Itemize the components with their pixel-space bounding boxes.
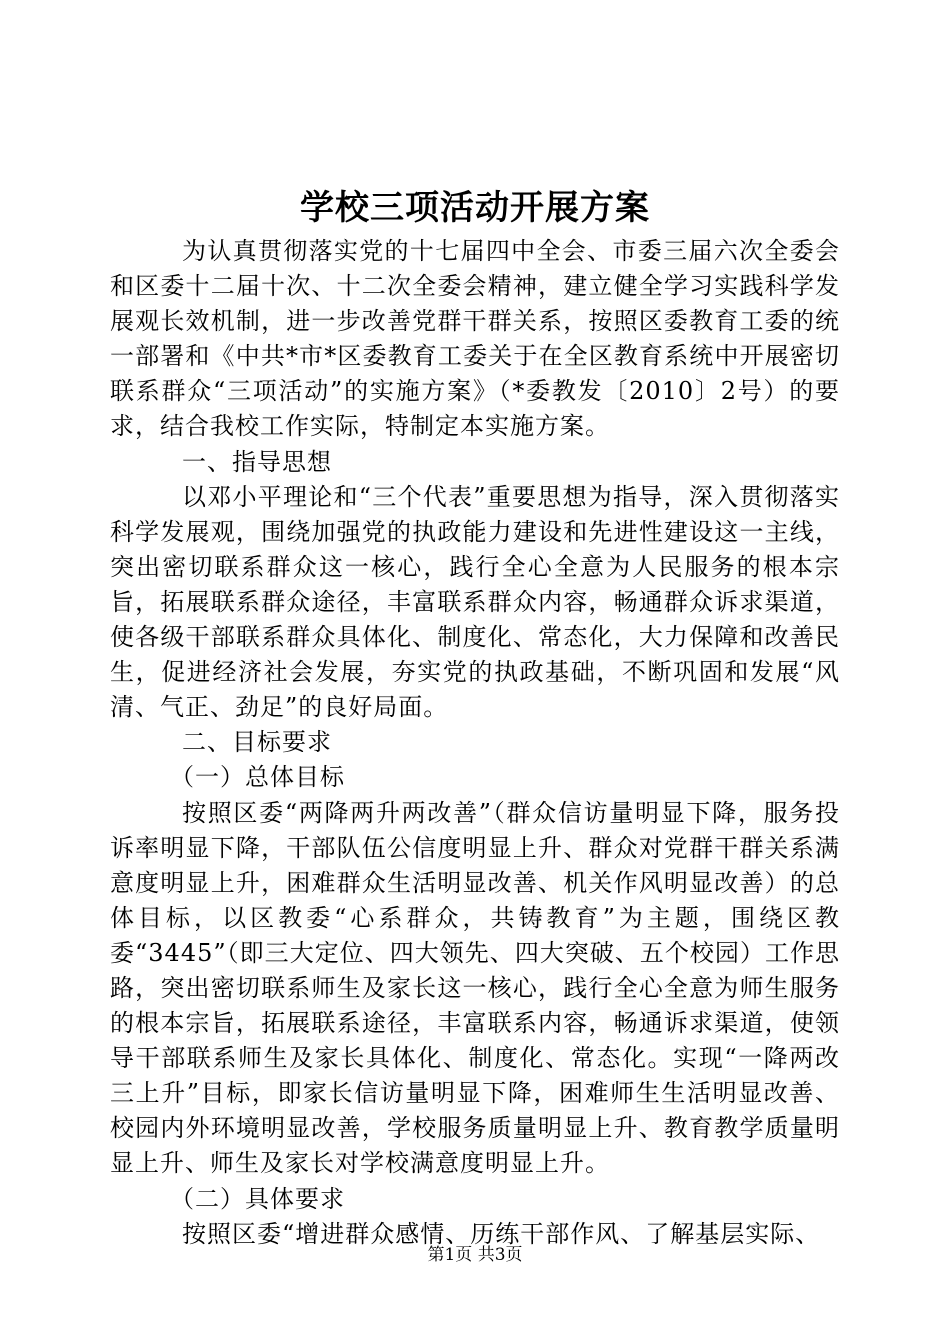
section-heading-goals: 二、目标要求	[182, 728, 332, 757]
subheading-overall-goal: （一）总体目标	[170, 763, 345, 792]
page-footer: 第1页 共3页	[427, 1245, 523, 1265]
overall-goal-paragraph: 按照区委“两降两升两改善”（群众信访量明显下降，服务投诉率明显下降，干部队伍公信度明显上升、群众对党群干群关系满意度明显上升，困难群众生活明显改善、机关作风明显改善）的总体目标，以区教委“心系群众，共铸教育”为主题，围绕区教委“3445”（即三大定位、四大领先、四大突破、五个校园）工作思路，突出密切联系师生及家长这一核心，践行全心全意为师生服务的根本宗旨，拓展联系途径，丰富联系内容，畅通诉求渠道，使领导干部联系师生及家长具体化、制度化、常态化。实现“一降两改三上升”目标，即家长信访量明显下降，困难师生生活明显改善、校园内外环境明显改善，学校服务质量明显上升、教育教学质量明显上升、师生及家长对学校满意度明显上升。	[110, 798, 840, 1178]
section-heading-guiding-thought: 一、指导思想	[182, 447, 332, 476]
subheading-specific-requirements: （二）具体要求	[170, 1184, 345, 1213]
guiding-thought-paragraph: 以邓小平理论和“三个代表”重要思想为指导，深入贯彻落实科学发展观，围绕加强党的执政能力建设和先进性建设这一主线，突出密切联系群众这一核心，践行全心全意为人民服务的根本宗旨，拓展联系群众途径，丰富联系群众内容，畅通群众诉求渠道，使各级干部联系群众具体化、制度化、常态化，大力保障和改善民生，促进经济社会发展，夯实党的执政基础，不断巩固和发展“风清、气正、劲足”的良好局面。	[110, 482, 840, 722]
intro-paragraph: 为认真贯彻落实党的十七届四中全会、市委三届六次全委会和区委十二届十次、十二次全委会精神，建立健全学习实践科学发展观长效机制，进一步改善党群干群关系，按照区委教育工委的统一部署和《中共*市*区委教育工委关于在全区教育系统中开展密切联系群众“三项活动”的实施方案》（*委教发〔2010〕2号）的要求，结合我校工作实际，特制定本实施方案。	[110, 237, 840, 441]
specific-requirements-paragraph: 按照区委“增进群众感情、历练干部作风、了解基层实际、	[182, 1219, 821, 1248]
document-title: 学校三项活动开展方案	[300, 188, 650, 228]
document-body	[110, 234, 840, 1252]
